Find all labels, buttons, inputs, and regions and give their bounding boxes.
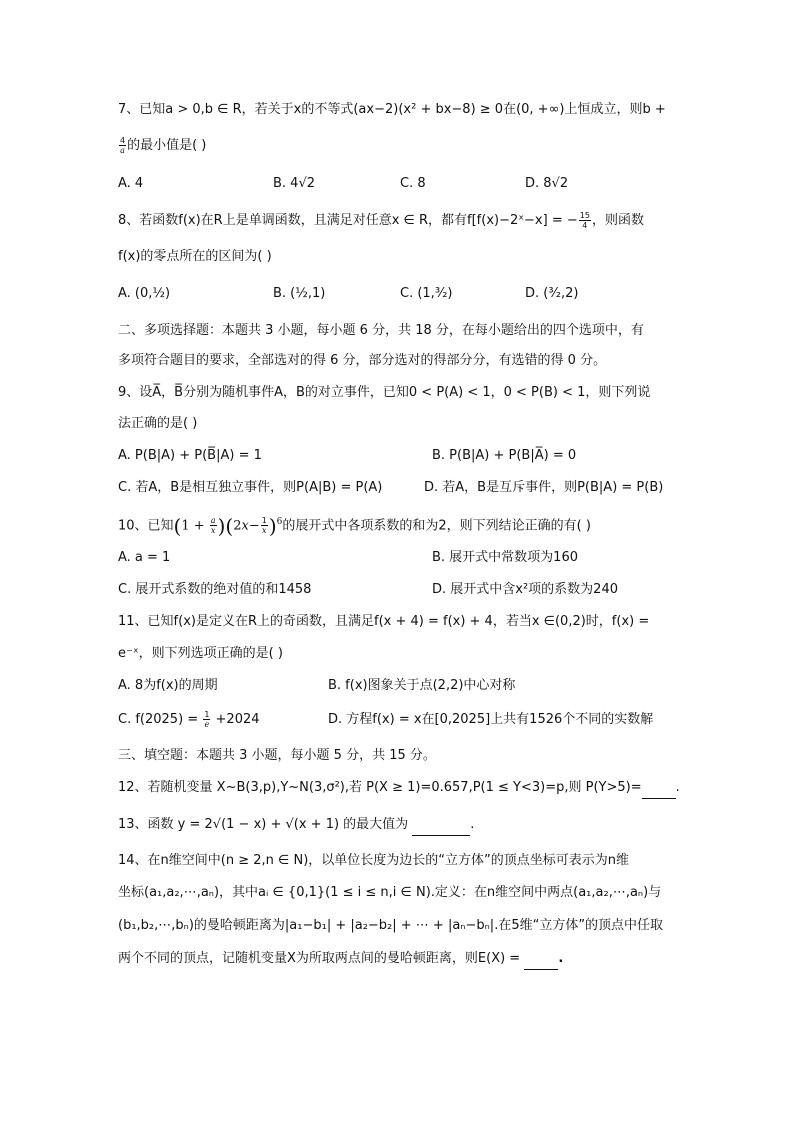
q10-stem: 10、已知(1 + $\frac{a}{x}$ )(2x− $\frac{1}{x}$ )$^6$的展开式中各项系数的和为2，则下列结论正确的有( ) xyxy=(118,513,591,538)
q11-options-cd xyxy=(118,710,678,732)
q7-option-b[interactable]: B. 4√2 xyxy=(273,176,316,191)
q11-stem-line2: e⁻ˣ，则下列选项正确的是( ) xyxy=(118,646,283,661)
q8-options xyxy=(118,284,678,306)
q10-option-b[interactable]: B. 展开式中常数项为160 xyxy=(432,550,578,565)
q10-expression: ( xyxy=(173,513,182,538)
q8-stem-line1: 8、若函数f(x)在R上是单调函数，且满足对任意x ∈ R，都有f[f(x)−2ˣ−x] = − $\frac{15}{4}$ ，则函数 xyxy=(118,211,644,230)
q8-option-b[interactable]: B. (½,1) xyxy=(273,286,326,301)
q14-line4: 两个不同的顶点，记随机变量X为所取两点间的曼哈顿距离，则E(X) = . xyxy=(118,949,563,971)
section-3-heading: 三、填空题：本题共 3 小题，每小题 5 分，共 15 分。 xyxy=(118,748,436,763)
q9-option-d[interactable]: D. 若A，B是互斥事件，则P(B|A) = P(B) xyxy=(424,480,664,495)
q11-options-ab xyxy=(118,676,678,698)
q14-line1: 14、在n维空间中(n ≥ 2,n ∈ N)，以单位长度为边长的“立方体”的顶点坐标可表示为n维 xyxy=(118,853,629,868)
q9-stem-line1: 9、设A̅，B̅分别为随机事件A，B的对立事件，已知0 < P(A) < 1，0 < P(B) < 1，则下列说 xyxy=(118,385,651,400)
q9-options-ab xyxy=(118,446,678,468)
q10-option-a[interactable]: A. a = 1 xyxy=(118,550,171,565)
q9-option-c[interactable]: C. 若A，B是相互独立事件，则P(A|B) = P(A) xyxy=(118,480,383,495)
q8-stem-line2: f(x)的零点所在的区间为( ) xyxy=(118,249,272,264)
q11-stem-line1: 11、已知f(x)是定义在R上的奇函数，且满足f(x + 4) = f(x) + 4，若当x ∈(0,2)时，f(x) = xyxy=(118,614,650,629)
q12-stem: 12、若随机变量 X~B(3,p),Y~N(3,σ²),若 P(X ≥ 1)=0.657,P(1 ≤ Y<3)=p,则 P(Y>5)= . xyxy=(118,778,680,800)
q10-option-d[interactable]: D. 展开式中含x²项的系数为240 xyxy=(432,582,618,597)
q8-option-a[interactable]: A. (0,½) xyxy=(118,286,171,301)
q8-option-d[interactable]: D. (³⁄₂,2) xyxy=(525,286,579,301)
section-2-heading-line1: 二、多项选择题：本题共 3 小题，每小题 6 分，共 18 分，在每小题给出的四个选项中，有 xyxy=(118,323,644,338)
q9-options-cd xyxy=(118,478,678,500)
q7-option-c[interactable]: C. 8 xyxy=(400,176,426,191)
q10-option-c[interactable]: C. 展开式系数的绝对值的和1458 xyxy=(118,582,312,597)
q11-option-b[interactable]: B. f(x)图象关于点(2,2)中心对称 xyxy=(328,678,516,693)
q13-answer-blank[interactable] xyxy=(412,815,470,836)
q14-line3: (b₁,b₂,⋯,bₙ)的曼哈顿距离为|a₁−b₁| + |a₂−b₂| + ⋯ + |aₙ−bₙ|.在5维“立方体”的顶点中任取 xyxy=(118,918,664,933)
q14-answer-blank[interactable] xyxy=(524,949,558,970)
q7-option-d[interactable]: D. 8√2 xyxy=(525,176,569,191)
q11-option-d[interactable]: D. 方程f(x) = x在[0,2025]上共有1526个不同的实数解 xyxy=(328,712,654,727)
q9-stem-line2: 法正确的是( ) xyxy=(118,416,198,431)
q12-answer-blank[interactable] xyxy=(642,778,676,799)
q13-stem: 13、函数 y = 2√(1 − x) + √(x + 1) 的最大值为 . xyxy=(118,815,474,837)
q10-options-ab xyxy=(118,548,678,570)
q9-option-a[interactable]: A. P(B|A) + P(B̅|A) = 1 xyxy=(118,448,262,463)
q11-option-c[interactable]: C. f(2025) = $\frac{1}{e}$ +2024 xyxy=(118,710,260,729)
q9-option-b[interactable]: B. P(B|A) + P(B|A̅) = 0 xyxy=(432,448,577,463)
q11-option-a[interactable]: A. 8为f(x)的周期 xyxy=(118,678,218,693)
q7-option-a[interactable]: A. 4 xyxy=(118,176,144,191)
q7-options xyxy=(118,174,678,196)
q8-option-c[interactable]: C. (1,³⁄₂) xyxy=(400,286,453,301)
q7-stem-line1: 7、已知a > 0,b ∈ R，若关于x的不等式(ax−2)(x² + bx−8) ≥ 0在(0, +∞)上恒成立，则b + xyxy=(118,102,666,117)
q8-fraction: $\frac{15}{4}$ xyxy=(579,211,590,230)
q7-fraction: $\frac{4}{a}$ xyxy=(120,136,126,155)
q14-line2: 坐标(a₁,a₂,⋯,aₙ)，其中aᵢ ∈ {0,1}(1 ≤ i ≤ n,i ∈ N).定义：在n维空间中两点(a₁,a₂,⋯,aₙ)与 xyxy=(118,885,662,900)
section-2-heading-line2: 多项符合题目的要求，全部选对的得 6 分，部分选对的得部分分，有选错的得 0 分。 xyxy=(118,353,607,368)
q10-options-cd xyxy=(118,580,678,602)
q7-stem-line2: $\frac{4}{a}$ 的最小值是( ) xyxy=(120,136,207,155)
